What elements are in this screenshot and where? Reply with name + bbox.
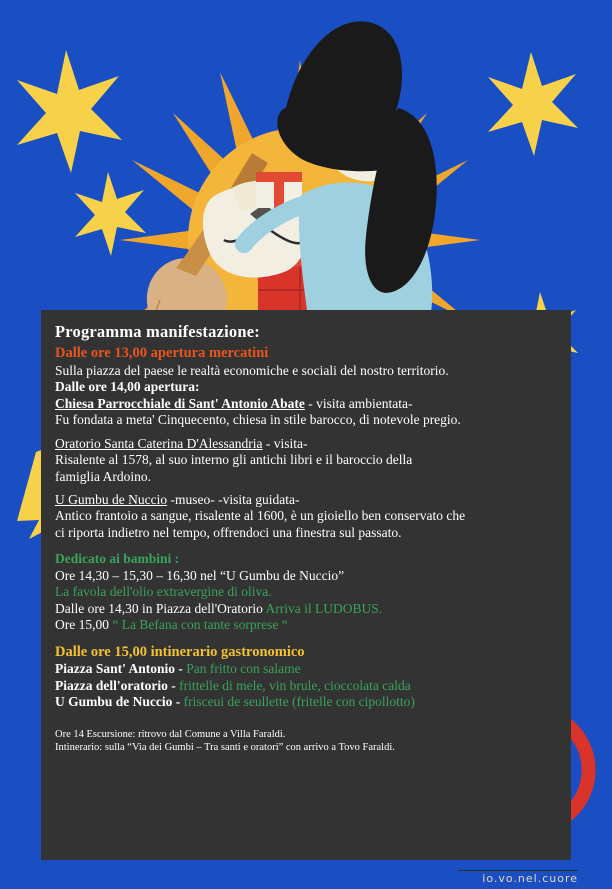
program-line-chiesa	[55, 396, 557, 412]
program-line-oratorio-desc2: famiglia Ardoino.	[55, 468, 151, 484]
signature-text: io.vo.nel.cuore	[482, 872, 578, 885]
ludobus-highlight: Arriva il LUDOBUS.	[265, 600, 383, 616]
program-line-gumbu-desc1: Antico frantoio a sangue, risalente al 1600, è un gioiello ben conservato che	[55, 508, 466, 524]
program-line-oratorio-desc1: Risalente al 1578, al suo interno gli antichi libri e il baroccio della	[55, 452, 413, 468]
piazza-antonio-label: Piazza Sant' Antonio -	[55, 661, 183, 677]
program-line-piazza-oratorio	[55, 678, 557, 694]
piazza-oratorio-food: frittelle di mele, vin brule, cioccolata calda	[175, 677, 411, 693]
oratorio-rest: - visita-	[262, 435, 308, 451]
program-line-oratorio	[55, 436, 557, 452]
gumbu-title: U Gumbu de Nuccio	[55, 491, 168, 507]
program-line-gumbu-desc2: ci riporta indietro nel tempo, offrendoci una finestra sul passato.	[55, 524, 402, 540]
signature-underline	[458, 870, 578, 871]
chiesa-title: Chiesa Parrocchiale di Sant' Antonio Abate	[55, 395, 305, 411]
footnote-escursione: Ore 14 Escursione: ritrovo dal Comune a Villa Faraldi.	[55, 728, 286, 740]
program-line-befana	[55, 617, 557, 633]
spacer-2	[55, 485, 557, 492]
section-title-gastronomico: Dalle ore 15,00 intinerario gastronomico	[55, 643, 305, 660]
program-line-apertura: Dalle ore 14,00 apertura:	[55, 379, 200, 395]
befana-highlight: “ La Befana con tante sorprese “	[112, 617, 288, 633]
gumbu-food-label: U Gumbu de Nuccio -	[55, 694, 181, 710]
program-line-gumbu-food	[55, 694, 557, 710]
piazza-oratorio-label: Piazza dell'oratorio -	[55, 677, 176, 693]
program-line-ludobus	[55, 601, 557, 617]
spacer-1	[55, 429, 557, 436]
spacer-5	[55, 711, 557, 721]
spacer-3	[55, 541, 557, 551]
program-line-mercatini: Dalle ore 13,00 apertura mercatini	[55, 345, 269, 361]
section-title-bambini: Dedicato ai bambini :	[55, 551, 180, 567]
program-panel	[41, 310, 571, 860]
program-line-orari-bambini: Ore 14,30 – 15,30 – 16,30 nel “U Gumbu de Nuccio”	[55, 567, 345, 583]
oratorio-title: Oratorio Santa Caterina D'Alessandria	[55, 435, 263, 451]
befana-prefix: Ore 15,00	[55, 617, 113, 633]
ludobus-prefix: Dalle ore 14,30 in Piazza dell'Oratorio	[55, 600, 266, 616]
program-line-chiesa-desc: Fu fondata a meta' Cinquecento, chiesa in stile barocco, di notevole pregio.	[55, 412, 461, 428]
spacer-6	[55, 721, 557, 728]
program-line-piazza: Sulla piazza del paese le realtà economiche e sociali del nostro territorio.	[55, 362, 449, 378]
footnote-intinerario: Intinerario: sulla “Via dei Gumbi – Tra santi e oratori” con arrivo a Tovo Faraldi.	[55, 741, 395, 753]
piazza-antonio-food: Pan fritto con salame	[182, 661, 301, 677]
chiesa-rest: - visita ambientata-	[304, 395, 413, 411]
gumbu-food-items: frisceui de seullette (fritelle con cipollotto)	[180, 694, 415, 710]
page-title: Programma manifestazione:	[55, 322, 260, 341]
program-line-piazza-antonio	[55, 661, 557, 677]
program-line-gumbu	[55, 492, 557, 508]
program-line-favola: La favola dell'olio extravergine di oliva.	[55, 584, 272, 600]
gumbu-rest: -museo- -visita guidata-	[167, 491, 300, 507]
spacer-4	[55, 634, 557, 644]
